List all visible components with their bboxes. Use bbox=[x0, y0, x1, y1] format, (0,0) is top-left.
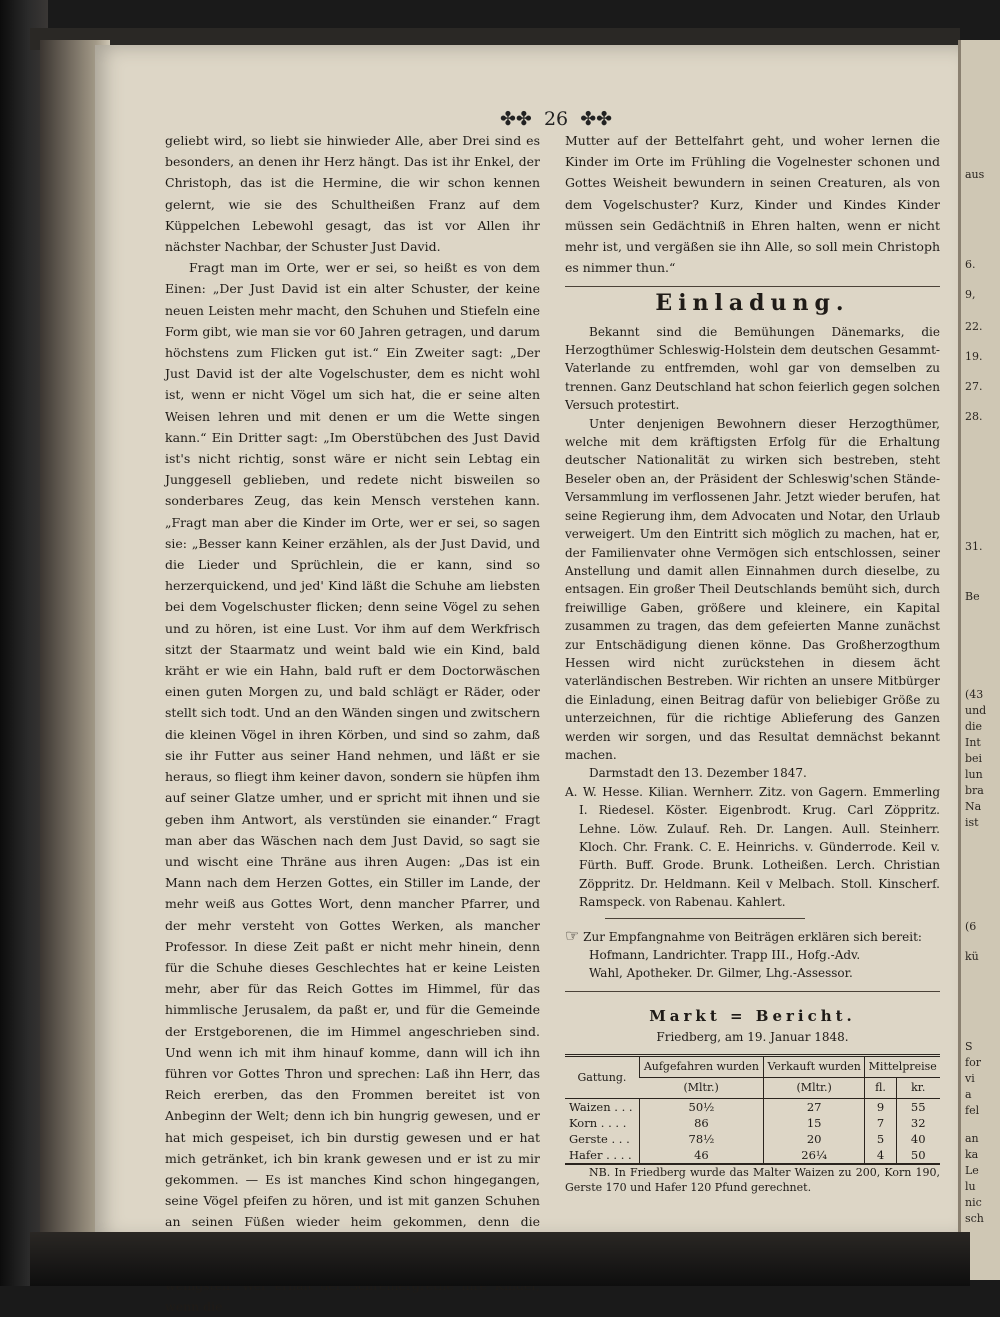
receipt-note-text: Zur Empfangnahme von Beiträgen erklären sich bereit: bbox=[583, 929, 922, 944]
adjacent-fragment: und bbox=[965, 704, 987, 717]
place-date: Darmstadt den 13. Dezember 1847. bbox=[589, 766, 807, 781]
adjacent-fragment: sch bbox=[965, 1212, 984, 1225]
adjacent-fragment: 6. bbox=[965, 258, 976, 271]
cell-fl: 7 bbox=[865, 1115, 896, 1131]
cell-aufgefahren: 50½ bbox=[639, 1099, 763, 1116]
story-paragraph: geliebt wird, so liebt sie hinwieder Alle, aber Drei sind es besonders, an denen ihr Herz hängt. Das ist ihr Enkel, der Christoph, das ist die Hermine, die wir schon kennen gelernt, wie sie des Schultheißen Franz auf dem Küppelchen Lebewohl gesagt, das ist vor Allen ihr nächster Nachbar, der Schuster Just David. bbox=[165, 133, 540, 255]
receiver-line: Wahl, Apotheker. Dr. Gilmer, Lhg.-Assessor. bbox=[589, 966, 853, 981]
receiver-line: Hofmann, Landrichter. Trapp III., Hofg.-Adv. bbox=[589, 948, 861, 963]
adjacent-fragment: ka bbox=[965, 1148, 979, 1161]
ornament-left-icon: ✤✤ bbox=[500, 108, 532, 130]
adjacent-fragment: fel bbox=[965, 1104, 980, 1117]
adjacent-fragment: aus bbox=[965, 168, 985, 181]
adjacent-fragment: (6 bbox=[965, 920, 977, 933]
ornament-right-icon: ✤✤ bbox=[580, 108, 613, 130]
left-column bbox=[165, 130, 540, 1317]
cell-kr: 55 bbox=[896, 1099, 940, 1116]
story-paragraph: Fragt man im Orte, wer er sei, so heißt es von dem Einen: „Der Just David ist ein alter Schuster, der keine neuen Leisten mehr macht, den Schuhen und Stiefeln eine Form gibt, wie man sie vor 60 Jahren getragen, und darum höchstens zum Flicken gut ist.“ Ein Zweiter sagt: „Der Just David ist der alte Vogelschuster, dem es nicht wohl ist, wenn er nicht Vögel um sich hat, die er seine alten Weisen lehren und mit denen er um die Wette singen kann.“ Ein Dritter sagt: „Im Oberstübchen des Just David ist's nicht richtig, sonst wäre er nicht sein Lebtag ein Junggesell geblieben, und redete nicht bisweilen so sonderbares Zeug, das kein Mensch verstehen kann. „Fragt man aber die Kinder im Orte, wer er sei, so sagen sie: „Besser kann Keiner erzählen, als der Just David, und die Lieder und Sprüchlein, die er kann, sind so herzerquickend, und jed' Kind läßt die Schuhe am liebsten bei dem Vogelschuster flicken; denn seine Vögel zu sehen und zu hören, ist eine Lust. Vor ihm auf dem Werkfrisch sitzt der Staarmatz und weint bald wie ein Kind, bald kräht er wie ein Hahn, bald ruft er dem Doctorwäschen einen guten Morgen zu, und bald schlägt er Räder, oder stellt sich todt. Und an den Wänden singen und zwitschern die kleinen Vögel in ihren Körben, und sind so zahm, daß sie ihr Futter aus seiner Hand nehmen, und läßt er sie heraus, so fliegt ihm keiner davon, sondern sie hüpfen ihm auf seiner Glatze umher, und er spricht mit ihnen und sie geben ihm Antwort, als verstünden sie einander.“ Fragt man aber das Wäschen nach dem Just David, so sagt sie und wischt eine Thräne aus ihren Augen: „Das ist ein Mann nach dem Herzen Gottes, ein Stiller im Lande, der mehr weiß aus Gottes Wort, denn mancher Pfarrer, und der mehr versteht von Gottes Werken, als mancher Professor. In diese Zeit paßt er nicht mehr hinein, denn für die Schuhe dieses Geschlechtes hat er keine Leisten mehr, aber für das Reich Gottes im Himmel, für das himmlische Jerusalem, da paßt er, und für die Gemeinde der Erstgeborenen, die im Himmel angeschrieben sind. Und wenn ich mit ihm hinauf komme, dann will ich ihn führen vor Gottes Thron und sprechen: Laß ihn Herr, das Reich ererben, das den Frommen bereitet ist von Anbeginn der Welt; denn ich bin hungrig gewesen, und er hat mich gespeiset, ich bin durstig gewesen und er hat mich getränket, ich bin krank gewesen und er ist zu mir gekommen. — Es ist manches Kind schon hingegangen, seine Vögel pfeifen zu hören, und ist mit ganzen Schuhen an seinen Füßen wieder heim gekommen, denn die wenn die bbox=[165, 260, 540, 1315]
col-header-verkauft: Verkauft wurden bbox=[763, 1056, 865, 1078]
section-divider bbox=[565, 991, 940, 992]
cell-aufgefahren: 46 bbox=[639, 1147, 763, 1164]
adjacent-fragment: 27. bbox=[965, 380, 983, 393]
col-header-gattung: Gattung. bbox=[565, 1056, 639, 1099]
adjacent-fragment: die bbox=[965, 720, 983, 733]
cell-verkauft: 20 bbox=[763, 1131, 865, 1147]
page-number bbox=[500, 108, 612, 130]
cell-gattung: Hafer . . . . bbox=[569, 1148, 632, 1163]
cell-kr: 32 bbox=[896, 1115, 940, 1131]
adjacent-fragment: for bbox=[965, 1056, 981, 1069]
adjacent-fragment: bra bbox=[965, 784, 984, 797]
cell-gattung: Gerste . . . bbox=[569, 1132, 630, 1147]
cell-fl: 5 bbox=[865, 1131, 896, 1147]
cell-aufgefahren: 86 bbox=[639, 1115, 763, 1131]
adjacent-fragment: vi bbox=[965, 1072, 975, 1085]
col-header-fl: fl. bbox=[865, 1078, 896, 1099]
adjacent-fragment: kü bbox=[965, 950, 979, 963]
cell-verkauft: 15 bbox=[763, 1115, 865, 1131]
market-note: NB. In Friedberg wurde das Malter Waizen zu 200, Korn 190, Gerste 170 und Hafer 120 Pfund gerechnet. bbox=[565, 1166, 940, 1195]
unit-header: (Mltr.) bbox=[639, 1078, 763, 1099]
adjacent-fragment: (43 bbox=[965, 688, 984, 701]
adjacent-fragment: an bbox=[965, 1132, 979, 1145]
cell-verkauft: 27 bbox=[763, 1099, 865, 1116]
adjacent-fragment: bei bbox=[965, 752, 983, 765]
pointing-hand-icon: ☞ bbox=[565, 925, 580, 945]
invitation-paragraph: Bekannt sind die Bemühungen Dänemarks, die Herzogthümer Schleswig-Holstein dem deutschen Gesammt-Vaterlande zu entfremden, wohl gar von demselben zu trennen. Ganz Deutschland hat schon feierlich gegen solchen Versuch protestirt. bbox=[565, 324, 940, 413]
receipt-note bbox=[565, 927, 940, 946]
book-bottom-edge bbox=[30, 1232, 970, 1286]
adjacent-fragment: 28. bbox=[965, 410, 983, 423]
adjacent-fragment: Na bbox=[965, 800, 982, 813]
table-row bbox=[565, 1115, 940, 1131]
adjacent-fragment: nic bbox=[965, 1196, 982, 1209]
adjacent-fragment: 19. bbox=[965, 350, 983, 363]
adjacent-fragment: ist bbox=[965, 816, 979, 829]
adjacent-fragment: 9, bbox=[965, 288, 976, 301]
cell-verkauft: 26¼ bbox=[763, 1147, 865, 1164]
adjacent-fragment: Le bbox=[965, 1164, 979, 1177]
table-row bbox=[565, 1131, 940, 1147]
table-row bbox=[565, 1147, 940, 1164]
unit-header: (Mltr.) bbox=[763, 1078, 865, 1099]
invitation-paragraph: Unter denjenigen Bewohnern dieser Herzogthümer, welche mit dem kräftigsten Erfolg für die Erhaltung deutscher Nationalität zu wirken sich bestreben, steht Beseler oben an, der Präsident der Schleswig'schen Stände-Versammlung im verflossenen Jahr. Jetzt wieder berufen, hat seine Regierung ihm, dem Advocaten und Notar, den Urlaub verweigert. Um den Eintritt sich möglich zu machen, hat er, der Familienvater ohne Vermögen sich entschlossen, seiner Anstellung und damit allen Einnahmen durch dieselbe, zu entsagen. Ein großer Theil Deutschlands bemüht sich, durch freiwillige Gaben, größere und kleinere, ein Kapital zusammen zu tragen, das dem gefeierten Manne zunächst zur Entschädigung dienen könne. Das Großherzogthum Hessen wird nicht zurückstehen in diesem ächt vaterländischen Bestreben. Wir richten an unsere Mitbürger die Einladung, einen Beitrag dafür von beliebiger Größe zu unterzeichnen, für die richtige Ablieferung des Ganzen werden wir sorgen, und das Resultat demnächst bekannt machen. bbox=[565, 416, 940, 762]
col-header-aufgefahren: Aufgefahren wurden bbox=[639, 1056, 763, 1078]
cell-gattung: Korn . . . . bbox=[569, 1116, 627, 1131]
market-subtitle: Friedberg, am 19. Januar 1848. bbox=[656, 1030, 849, 1045]
signatories: A. W. Hesse. Kilian. Wernherr. Zitz. von Gagern. Emmerling I. Riedesel. Köster. Eigenbrodt. Krug. Carl Zöppritz. Lehne. Löw. Zulauf. Reh. Dr. Langen. Aull. Steinherr. Kloch. Chr. Frank. C. E. Heinrichs. v. Günderrode. Keil v. Fürth. Buff. Grode. Brunk. Lotheißen. Lerch. Christian Zöppritz. Dr. Heldmann. Keil v Melbach. Stoll. Kinscherf. Ramspeck. von Rabenau. Kahlert. bbox=[565, 784, 940, 910]
section-divider bbox=[565, 286, 940, 287]
story-continuation: Mutter auf der Bettelfahrt geht, und woher lernen die Kinder im Orte im Frühling die Vogelnester schonen und Gottes Weisheit bewundern in seinen Creaturen, als von dem Vogelschuster? Kurz, Kinder und Kindes Kinder müssen sein Gedächtniß in Ehren halten, wenn er nicht mehr ist, und vergäßen sie ihn Alle, so soll mein Christoph es nimmer thun.“ bbox=[565, 133, 940, 276]
cell-fl: 9 bbox=[865, 1099, 896, 1116]
market-title: Markt = Bericht. bbox=[649, 1006, 856, 1025]
adjacent-fragment: 22. bbox=[965, 320, 983, 333]
adjacent-fragment: a bbox=[965, 1088, 972, 1101]
cell-gattung: Waizen . . . bbox=[569, 1100, 633, 1115]
table-row bbox=[565, 1099, 940, 1116]
adjacent-fragment: lu bbox=[965, 1180, 976, 1193]
page-number-value: 26 bbox=[543, 108, 569, 130]
adjacent-page-edge bbox=[958, 40, 1000, 1280]
cell-kr: 40 bbox=[896, 1131, 940, 1147]
cell-fl: 4 bbox=[865, 1147, 896, 1164]
cell-kr: 50 bbox=[896, 1147, 940, 1164]
adjacent-fragment: Int bbox=[965, 736, 981, 749]
market-table bbox=[565, 1054, 940, 1165]
invitation-heading: Einladung. bbox=[655, 290, 850, 317]
adjacent-fragment: 31. bbox=[965, 540, 983, 553]
cell-aufgefahren: 78½ bbox=[639, 1131, 763, 1147]
right-column bbox=[565, 130, 940, 1195]
col-header-kr: kr. bbox=[896, 1078, 940, 1099]
adjacent-fragment: lun bbox=[965, 768, 983, 781]
adjacent-fragment: Be bbox=[965, 590, 980, 603]
col-header-mittelpreise: Mittelpreise bbox=[865, 1056, 940, 1078]
adjacent-fragment: S bbox=[965, 1040, 973, 1053]
short-divider bbox=[605, 918, 805, 919]
